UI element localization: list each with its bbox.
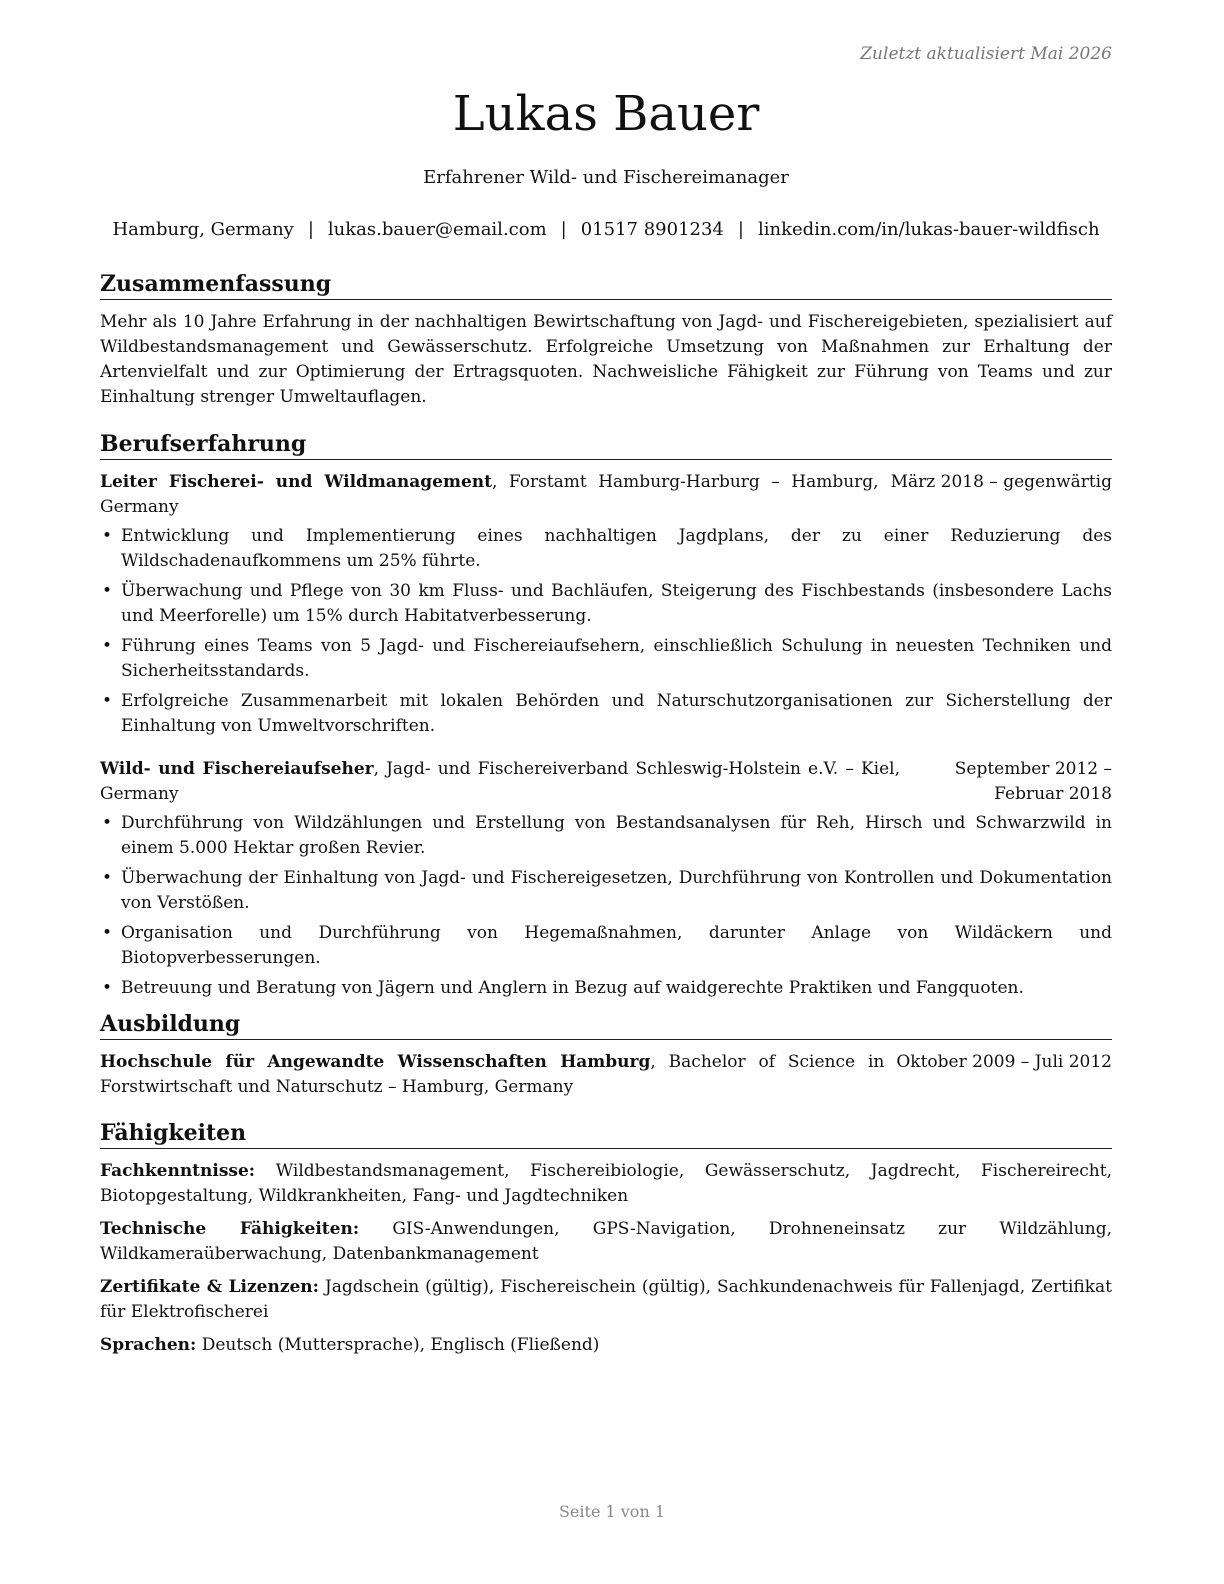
skill-text: Wildbestandsmanagement, Fischereibiologie, Gewässerschutz, Jagdrecht, Fischereirecht, Biotopgestaltung, Wildkrankheiten, Fang- und Jagdtechniken (100, 1161, 1112, 1206)
contact-email[interactable]: lukas.bauer@email.com (327, 219, 547, 240)
education-dates: Oktober 2009 – Juli 2012 (896, 1052, 1112, 1072)
section-title-skills: Fähigkeiten (100, 1119, 1112, 1149)
contact-separator: | (737, 219, 744, 240)
skill-row (100, 1333, 1112, 1358)
section-title-experience: Berufserfahrung (100, 430, 1112, 460)
summary-text: Mehr als 10 Jahre Erfahrung in der nachhaltigen Bewirtschaftung von Jagd- und Fischereigebieten, spezialisiert auf Wildbestandsmanagement und Gewässerschutz. Erfolgreiche Umsetzung von Maßnahmen zur Erhaltung der Artenvielfalt und zur Optimierung der Ertragsquoten. Nachweisliche Fähigkeit zur Führung von Teams und zur Einhaltung strenger Umweltauflagen. (100, 312, 1112, 407)
skill-row (100, 1217, 1112, 1267)
contact-line (90, 219, 1122, 240)
skill-label: Sprachen: (100, 1335, 197, 1355)
list-item: • Überwachung und Pflege von 30 km Fluss- und Bachläufen, Steigerung des Fischbestands (insbesondere Lachs und Meerforelle) um 15% durch Habitatverbesserung. (100, 579, 1112, 629)
summary-section (100, 270, 1112, 410)
contact-location: Hamburg, Germany (112, 219, 294, 240)
job-dates: März 2018 – gegenwärtig (890, 472, 1112, 492)
job-header (100, 757, 1112, 807)
candidate-name: Lukas Bauer (452, 86, 760, 142)
list-item: • Durchführung von Wildzählungen und Erstellung von Bestandsanalysen für Reh, Hirsch und Schwarzwild in einem 5.000 Hektar großen Revier. (100, 811, 1112, 861)
last-updated: Zuletzt aktualisiert Mai 2026 (860, 44, 1112, 64)
list-item: • Führung eines Teams von 5 Jagd- und Fischereiaufsehern, einschließlich Schulung in neuesten Techniken und Sicherheitsstandards. (100, 634, 1112, 684)
skills-section (100, 1119, 1112, 1366)
contact-separator: | (307, 219, 314, 240)
list-item: • Organisation und Durchführung von Hegemaßnahmen, darunter Anlage von Wildäckern und Biotopverbesserungen. (100, 921, 1112, 971)
section-title-summary: Zusammenfassung (100, 270, 1112, 300)
job-organization: , Jagd- und Fischereiverband Schleswig-Holstein e.V. – Kiel, Germany (100, 759, 900, 804)
job-header (100, 470, 1112, 520)
list-item: • Erfolgreiche Zusammenarbeit mit lokalen Behörden und Naturschutzorganisationen zur Sicherstellung der Einhaltung von Umweltvorschriften. (100, 689, 1112, 739)
contact-separator: | (560, 219, 567, 240)
list-item: • Überwachung der Einhaltung von Jagd- und Fischereigesetzen, Durchführung von Kontrollen und Dokumentation von Verstößen. (100, 866, 1112, 916)
skill-label: Zertifikate & Lizenzen: (100, 1277, 319, 1297)
education-degree: , Bachelor of Science in Forstwirtschaft und Naturschutz – Hamburg, Germany (100, 1052, 885, 1097)
education-section (100, 1010, 1112, 1100)
skill-label: Fachkenntnisse: (100, 1161, 256, 1181)
skill-row (100, 1275, 1112, 1325)
candidate-title: Erfahrener Wild- und Fischereimanager (423, 167, 789, 188)
skill-label: Technische Fähigkeiten: (100, 1219, 360, 1239)
job-dates: September 2012 – Februar 2018 (954, 759, 1112, 804)
experience-section (100, 430, 1112, 1006)
section-title-education: Ausbildung (100, 1010, 1112, 1040)
education-entry (100, 1050, 1112, 1100)
skill-text: GIS-Anwendungen, GPS-Navigation, Drohneneinsatz zur Wildzählung, Wildkameraüberwachung, Datenbankmanagement (100, 1219, 1112, 1264)
job-organization: , Forstamt Hamburg-Harburg – Hamburg, Germany (100, 472, 879, 517)
job-role: Leiter Fischerei- und Wildmanagement (100, 472, 493, 492)
skill-text: Jagdschein (gültig), Fischereischein (gültig), Sachkundenachweis für Fallenjagd, Zertifikat für Elektrofischerei (100, 1277, 1112, 1322)
skill-row (100, 1159, 1112, 1209)
job-bullets (100, 811, 1112, 1001)
page-number: Seite 1 von 1 (558, 1502, 666, 1521)
job-bullets (100, 524, 1112, 739)
job-entry (100, 757, 1112, 1001)
contact-linkedin[interactable]: linkedin.com/in/lukas-bauer-wildfisch (757, 219, 1100, 240)
list-item: • Betreuung und Beratung von Jägern und Anglern in Bezug auf waidgerechte Praktiken und Fangquoten. (100, 976, 1112, 1001)
list-item: • Entwicklung und Implementierung eines nachhaltigen Jagdplans, der zu einer Reduzierung des Wildschadenaufkommens um 25% führte. (100, 524, 1112, 574)
education-school: Hochschule für Angewandte Wissenschaften Hamburg (100, 1052, 651, 1072)
job-entry (100, 470, 1112, 739)
skill-text: Deutsch (Muttersprache), Englisch (Fließend) (196, 1335, 600, 1355)
contact-phone[interactable]: 01517 8901234 (580, 219, 724, 240)
job-role: Wild- und Fischereiaufseher (100, 759, 374, 779)
